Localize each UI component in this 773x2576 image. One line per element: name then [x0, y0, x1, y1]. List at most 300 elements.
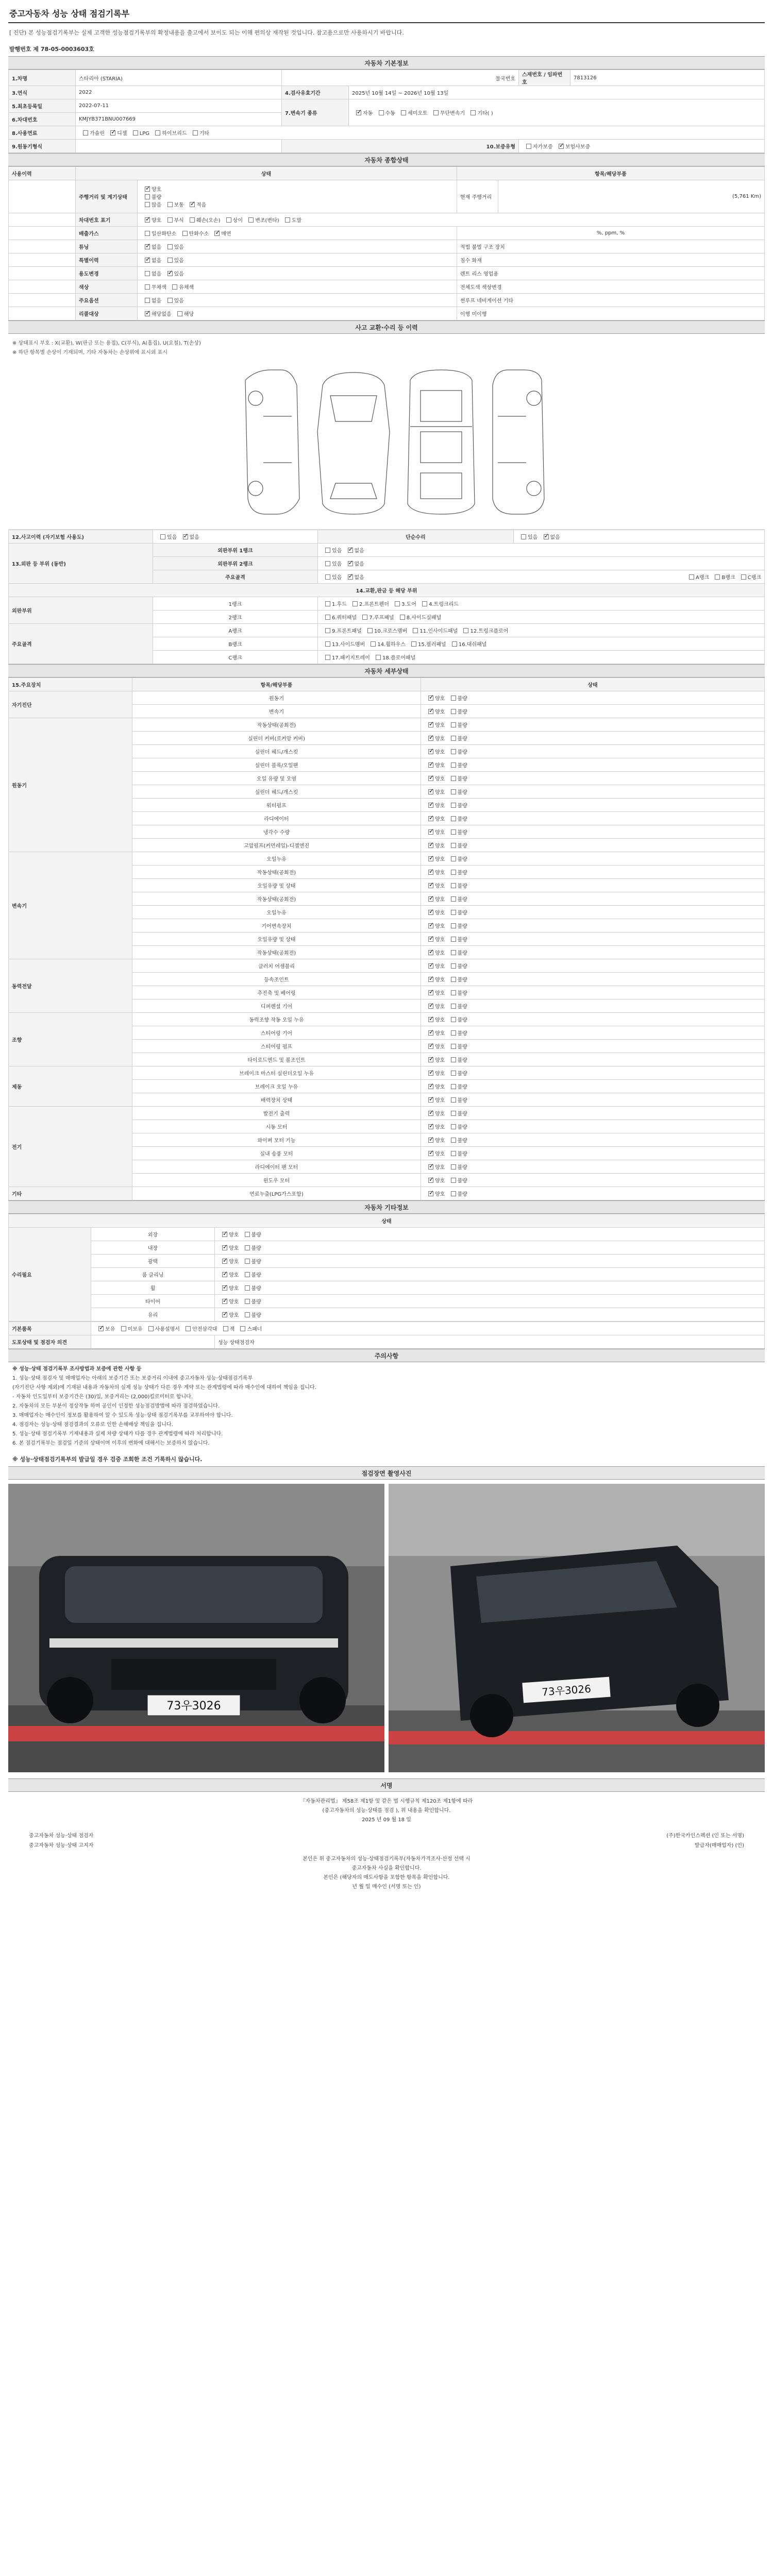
other-item-label: 타이어: [91, 1295, 215, 1308]
detail-item-label: 발전기 출력: [132, 1107, 421, 1120]
label-rank1: 외판부위 1랭크: [153, 544, 318, 557]
checkbox-bad[interactable]: [245, 1259, 250, 1264]
checkbox-good[interactable]: [428, 1057, 433, 1062]
checkbox-bad[interactable]: [451, 1044, 456, 1049]
basic-info-table: [8, 70, 765, 153]
other-item-state: ✓ 양호 불량: [215, 1308, 765, 1321]
detail-item-label: 실내 송풍 모터: [132, 1147, 421, 1160]
checkbox-lpg[interactable]: [133, 130, 138, 135]
checkbox-bad[interactable]: [451, 937, 456, 942]
detail-item-label: 작동상태(공회전): [132, 892, 421, 906]
checkbox-good[interactable]: [428, 1030, 433, 1036]
checkbox-good[interactable]: [222, 1245, 227, 1250]
checkbox-bad[interactable]: [451, 1151, 456, 1156]
rank1-options: 있음 ✓없음: [318, 544, 765, 557]
rank2-options: 있음 ✓없음: [318, 557, 765, 570]
checkbox-good[interactable]: [428, 870, 433, 875]
detail-item-state: ✓ 양호 불량: [421, 1013, 765, 1026]
checkbox-bad[interactable]: [451, 722, 456, 727]
detail-item-label: 스티어링 기어: [132, 1026, 421, 1040]
other-item-state: ✓ 양호 불량: [215, 1228, 765, 1241]
label-year: 3.연식: [9, 86, 76, 99]
checkbox-good[interactable]: [428, 829, 433, 835]
detail-item-state: ✓ 양호 불량: [421, 1147, 765, 1160]
detail-item-state: ✓ 양호 불량: [421, 1133, 765, 1147]
value-car-name: 스타리아 (STARIA): [76, 70, 282, 86]
checkbox-bad[interactable]: [451, 803, 456, 808]
detail-item-label: 배력장치 상태: [132, 1093, 421, 1107]
checkbox-good[interactable]: [222, 1285, 227, 1291]
checkbox-good[interactable]: [428, 696, 433, 701]
detail-group-label: 자기진단: [9, 691, 132, 718]
label-first-reg: 5.최초등록일: [9, 99, 76, 113]
cert-value: 78-05-0003603호: [40, 46, 94, 53]
detail-item-label: 동력조향 작동 오일 누유: [132, 1013, 421, 1026]
label-major-frame: 주요골격: [153, 570, 318, 584]
checkbox-good[interactable]: [428, 1004, 433, 1009]
checkbox-bad[interactable]: [451, 1030, 456, 1036]
checkbox-bad[interactable]: [451, 829, 456, 835]
detail-item-state: ✓ 양호 불량: [421, 933, 765, 946]
checkbox-bad[interactable]: [451, 923, 456, 928]
detail-item-state: ✓ 양호 불량: [421, 1066, 765, 1080]
checkbox-bad[interactable]: [245, 1232, 250, 1237]
detail-item-state: ✓ 양호 불량: [421, 745, 765, 758]
checkbox-bad[interactable]: [451, 843, 456, 848]
label-items-header: 항목/해당부품: [457, 167, 765, 180]
section-notes: 주의사항: [8, 1349, 765, 1362]
checkbox-mileage-many[interactable]: [145, 202, 150, 207]
section-other-info: 자동차 기타정보: [8, 1200, 765, 1214]
checkbox-fuel-other[interactable]: [193, 130, 198, 135]
cert-label: 발행번호 제: [9, 46, 39, 53]
detail-item-label: 고압펌프(커먼레일)-디젤엔진: [132, 839, 421, 852]
detail-item-label: 시동 모터: [132, 1120, 421, 1133]
detail-item-state: ✓ 양호 불량: [421, 1174, 765, 1187]
detail-item-state: ✓ 양호 불량: [421, 999, 765, 1013]
checkbox-good[interactable]: [428, 1097, 433, 1103]
tuning-sub: 적법 불법 구조 장치: [457, 240, 765, 253]
checkbox-bad[interactable]: [451, 910, 456, 915]
detail-item-state: ✓ 양호 불량: [421, 758, 765, 772]
checkbox-bad[interactable]: [451, 696, 456, 701]
detail-item-state: ✓ 양호 불량: [421, 1040, 765, 1053]
detail-item-label: 등속조인트: [132, 973, 421, 986]
label-color: 색상: [76, 280, 138, 294]
checkbox-good[interactable]: [428, 883, 433, 888]
checkbox-good[interactable]: [428, 789, 433, 794]
label-engine-type: 9.원동기형식: [9, 140, 76, 153]
checkbox-good[interactable]: [428, 1111, 433, 1116]
accident-table: 12.사고이력 (자기보험 사용도) 있음 ✓없음 단순수리 있음 ✓없음 13.외판 등 부위 (동반) 외판부위 1랭크 있음 ✓없음 외판부위 2랭크 있음 ✓없음 주요골격 있음 ✓없음 A랭크 B랭크 C랭크 14.교환,판금 등 해당 부위 외판부위 1랭크 1.후드 2.프론트펜더 3.도어 4.트렁크리드 2랭크 6.쿼터패널 7.루프패널 8.사이드실패널 주요골격 A랭크 9.프론트패널 10.크로스멤버 11.인사이드패널 12.트렁크플로어 B랭크 13.사이드멤버 14.휠하우스 15.필러패널 16.대쉬패널 C랭크 17.패키지트레이 18.플로어패널: [8, 530, 765, 664]
detail-item-label: 추진축 및 베어링: [132, 986, 421, 999]
detail-group-label: 변속기: [9, 852, 132, 959]
notice-text: [ 진단) 본 성능점검기록부는 실제 고객한 성능점검기록부의 확정내용을 출고에서 보이도 되는 이해 편의상 재작된 것입니다. 참고용으로만 사용하시기 바랍니다.: [9, 29, 404, 36]
label-state-header: 상태: [76, 167, 457, 180]
detail-item-label: 실린더 헤드/개스킷: [132, 745, 421, 758]
label-vin-mark: 차대번호 표기: [76, 213, 138, 227]
detail-item-label: 스티어링 펌프: [132, 1040, 421, 1053]
checkbox-good[interactable]: [428, 736, 433, 741]
checkbox-good[interactable]: [222, 1259, 227, 1264]
other-item-state: ✓ 양호 불량: [215, 1281, 765, 1295]
checkbox-good[interactable]: [428, 977, 433, 982]
checkbox-good[interactable]: [428, 990, 433, 995]
warranty-options: 자가보증 ✓ 보험사보증: [519, 140, 765, 153]
other-item-state: ✓ 양호 불량: [215, 1295, 765, 1308]
buyer-sign-line: 년 월 일 매수인 (서명 또는 인): [352, 1884, 421, 1890]
other-item-label: 내장: [91, 1241, 215, 1255]
checkbox-bad[interactable]: [245, 1312, 250, 1317]
sign-date: 2025 년 09 월 18 일: [362, 1817, 411, 1823]
mileage-value: (5,761 Km): [498, 180, 765, 213]
document-page: 중고자동차 성능 상태 점검기록부 [ 진단) 본 성능점검기록부는 실제 고객한 성능점검기록부의 확정내용을 출고에서 보이도 되는 이해 편의상 재작된 것입니다. 참고용으로만 사용하시기 바랍니다. 발행번호 제 78-05-0003603호 자동차 기본정보 1.차명 스타리아 (STARIA) 물국번호 스재번호 / 임파번호 7813126 3.연식 2022 4.검사유효기간 2025년 10월 14일 ~ 2026년 10월 13일 5.최초등록일 2022-07-11 7.변속기 종류 ✓ 자동 수동 세미오토 무단변속기 기타( ) 6.차대번호 KMJYB371BNU007669 8.사용연료 가솔린 ✓ 디젤 LPG 하이브리드 기타 9.원동기형식 10.보증유형 자가보증 ✓ 보험사보증 자동차 종합상태 사용이력 상태 항목/해당부품 주행거리 및 계기상태 ✓양호 불량 많음 보통 ✓적음 현재 주행거리 (5,761 Km) 차대번호 표기 ✓ 양호 부식 훼손(오손) 상이 변조(변타) 도말 배출가스 일산화탄소 탄화수소 ✓ 매연 %, ppm, % 튜닝 ✓ 없음 있음 적법 불법 구조 장치 특별이력 ✓ 없음 있음 침수 화재 용도변경 없음 ✓ 있음 렌트 리스 영업용 색상 무채색 유채색 전체도색 색상변경 주요옵션 없음 있음 썬루프 네비게이션 기타 리콜대상 ✓ 해당없음 해당 이행 미이행 사고 교환·수리 등 이력 ※ 상태표시 부호 : X(교환), W(판금 또는 용접), C(부식), A(흠집), U(요철), T(손상) ※ 하단 항목별 손상이 기재되며, 기타 자동차는 손상위에 표시외 표시 12.사고이력 (자기보험 사용도) 있음 ✓없음 단순수리 있음 ✓없음 13.외판 등 부위 (동반) 외판부위 1랭크 있음 ✓없음 외판부위 2랭크 있음 ✓없음 주요골격 있음 ✓없음 A랭크 B랭크 C랭크 14.교환,판금 등 해당 부위 외판부위 1랭크 1.후드 2.프론트펜더 3.도어 4.트렁크리드 2랭크 6.쿼터패널 7.루프패널 8.사이드실패널 주요골격 A랭크 9.프론트패널 10.크로스멤버 11.인사이드패널 12.트렁크플로어 B랭크 13.사이드멤버 14.휠하우스 15.필러패널 16.대쉬패널 C랭크 17.패키지트레이 18.플로어패널 자동차 세부상태 15.주요장치 항목/해당부품 상태 자기진단 원동기 ✓ 양호 불량 변속기 ✓ 양호 불량 원동기 작동상태(공회전) ✓ 양호 불량 실린더 커버(로커암 커버) ✓ 양호 불량 실린더 헤드/개스킷 ✓ 양호 불량 실린더 블록/오일팬 ✓ 양호 불량 오일 유량 및 오염 ✓ 양호 불량 실린더 헤드/개스킷 ✓ 양호 불량 워터펌프 ✓ 양호 불량 라디에이터 ✓ 양호 불량 냉각수 수량 ✓ 양호 불량 고압펌프(커먼레일)-디젤엔진 ✓ 양호 불량 변속기 오일누유 ✓ 양호 불량 작동상태(공회전) ✓ 양호 불량 오일유량 및 상태 ✓ 양호 불량 작동상태(공회전) ✓ 양호 불량 오일누유 ✓ 양호 불량 기어변속장치 ✓ 양호 불량 오일유량 및 상태 ✓ 양호 불량 작동상태(공회전) ✓ 양호 불량 동력전달 클러치 어셈블리 ✓ 양호 불량 등속조인트 ✓ 양호 불량 추진축 및 베어링 ✓ 양호 불량 디퍼렌셜 기어 ✓ 양호 불량 조향 동력조향 작동 오일 누유 ✓ 양호 불량 스티어링 기어 ✓ 양호 불량 스티어링 펌프 ✓ 양호 불량 타이로드엔드 및 볼조인트 ✓ 양호 불량 제동 브레이크 마스터 실린더오일 누유 ✓ 양호 불량 브레이크 오일 누유 ✓ 양호 불량 배력장치 상태 ✓ 양호 불량 전기 발전기 출력 ✓ 양호 불량 시동 모터 ✓ 양호 불량 와이퍼 모터 기능 ✓ 양호 불량 실내 송풍 모터 ✓ 양호 불량 라디에이터 팬 모터 ✓ 양호 불량 윈도우 모터 ✓ 양호 불량 기타 연료누출(LPG가스포함) ✓ 양호 불량 자동차 기타정보 상태 수리필요 외장 ✓ 양호 불량 내장 ✓ 양호 불량 광택 ✓ 양호 불량 룸 클리닝 ✓ 양호 불량 휠 ✓ 양호 불량 타이어 ✓ 양호 불량 유리 ✓ 양호 불량 기본품목 ✓ 보유 미보유 사용설명서 안전삼각대 잭 스패너 도포상태 및 점검자 의견 성능 상태점검자 주의사항 ※ 성능·상태 점검기록부 조사방법과 보증에 관한 사항 등 1. 성능·상태 점검자 및 매매업자는 아래의 보증기간 또는 보증거리 이내에 중고자동차 성능·상태점검기록부 (자기진단 사항 제외)에 기재된 내용과 자동차의 실제 성능 상태가 다른 경우 계약 또는 관계법령에 따라 매수인에 대하여 책임을 집니다. - 자동차 인도일부터 보증기간은 (30)일, 보증거리는 (2,000)킬로미터로 합니다. 2. 자동차의 모든 부분이 정상작동 하며 공인이 인정한 성능점검방법에 따라 점검하였습니다. 3. 매매업자는 매수인이 정보를 활용하여 알 수 있도록 성능·상태 점검기록부를 교부하여야 합니다. 4. 점검자는 성능·상태 점검결과의 오류로 인한 손해배상 책임을 집니다. 5. 성능·상태 점검기록부 기재내용과 실제 차량 상태가 다를 경우 관계법령에 따라 처리합니다. 6. 본 점검기록부는 점검일 기준의 상태이며 이후의 변화에 대해서는 보증하지 않습니다. ※ 성능·상태점검기록부의 발급일 경우 검증 조회한 조건 기록하시 않습니다. 점검장면 촬영사진 73우3026 73우3026 서명 『자동차관리법』 제58조 제1항 및 같은 법 시행규칙 제120조 제1항에 따라 (중고자동차의 성능·상태를 점검 ), 위 내용을 확인합니다. 2025 년 09 월 18 일 중고자동차 성능·상태 점검자 (주)한국카인스펙션 (인 또는 서명) 중고자동차 성능·상태 고지자 발급자(매매업자) (인) 본인은 위 중고자동차의 성능·상태점검기록부(자동차가격조사·산정 선택 시 중고자동차 사실을 확인합니다. 본인은 (해당자의 매도사항을 포함한 항목을 확인합니다. 년 월 일 매수인 (서명 또는 인): [0, 0, 773, 2576]
checkbox-bad[interactable]: [451, 1071, 456, 1076]
checkbox-good[interactable]: [428, 963, 433, 969]
checkbox-semi-auto[interactable]: [401, 110, 406, 115]
checkbox-good[interactable]: [428, 1138, 433, 1143]
detail-item-label: 디퍼렌셜 기어: [132, 999, 421, 1013]
detail-item-label: 라디에이터 팬 모터: [132, 1160, 421, 1174]
checkbox-good[interactable]: [428, 749, 433, 754]
detail-item-label: 와이퍼 모터 기능: [132, 1133, 421, 1147]
detail-item-state: ✓ 양호 불량: [421, 919, 765, 933]
checkbox-self-warranty[interactable]: [526, 144, 531, 149]
label-transmission: 7.변속기 종류: [282, 99, 349, 126]
checkbox-bad[interactable]: [451, 1164, 456, 1170]
other-item-label: 광택: [91, 1255, 215, 1268]
detail-item-label: 연료누출(LPG가스포함): [132, 1187, 421, 1200]
checkbox-bad[interactable]: [451, 950, 456, 955]
cert-number: [8, 41, 765, 56]
checkbox-bad[interactable]: [451, 1084, 456, 1089]
main-options-options: 없음 있음: [138, 294, 457, 307]
detail-item-label: 라디에이터: [132, 812, 421, 825]
plate-text-angle: 73우3026: [541, 1682, 592, 1699]
value-reg-no: 7813126: [570, 70, 765, 86]
checkbox-cvt[interactable]: [433, 110, 439, 115]
checkbox-bad[interactable]: [451, 977, 456, 982]
checkbox-bad[interactable]: [451, 1111, 456, 1116]
detail-item-state: ✓ 양호 불량: [421, 799, 765, 812]
checkbox-bad[interactable]: [451, 749, 456, 754]
checkbox-good[interactable]: [428, 1151, 433, 1156]
label-frame-area: 13.외판 등 부위 (동반): [9, 544, 153, 584]
checkbox-good[interactable]: [428, 896, 433, 902]
detail-group-label: 제동: [9, 1066, 132, 1107]
mileage-state: ✓양호 불량 많음 보통 ✓적음: [138, 180, 457, 213]
checkbox-bad[interactable]: [451, 1191, 456, 1196]
value-inspection-period: 2025년 10월 14일 ~ 2026년 10월 13일: [349, 86, 765, 99]
section-overall-status: 자동차 종합상태: [8, 153, 765, 166]
fuel-options: 가솔린 ✓ 디젤 LPG 하이브리드 기타: [76, 126, 765, 140]
detail-group-label: 전기: [9, 1107, 132, 1187]
detail-group-label: 원동기: [9, 718, 132, 852]
checkbox-gasoline[interactable]: [83, 130, 88, 135]
label-accident-history: 12.사고이력 (자기보험 사용도): [9, 530, 153, 544]
checkbox-bad[interactable]: [451, 883, 456, 888]
detail-item-state: ✓ 양호 불량: [421, 879, 765, 892]
detail-item-state: ✓ 양호 불량: [421, 906, 765, 919]
detail-item-label: 브레이크 마스터 실린더오일 누유: [132, 1066, 421, 1080]
detail-item-label: 변속기: [132, 705, 421, 718]
detail-item-label: 윈도우 모터: [132, 1174, 421, 1187]
checkbox-bad[interactable]: [245, 1245, 250, 1250]
emission-options: 일산화탄소 탄화수소 ✓ 매연: [138, 227, 457, 240]
checkbox-mileage-good[interactable]: [145, 187, 150, 192]
usage-change-options: 없음 ✓ 있음: [138, 267, 457, 280]
other-group-label: 수리필요: [9, 1228, 91, 1321]
checkbox-bad[interactable]: [451, 990, 456, 995]
tuning-options: ✓ 없음 있음: [138, 240, 457, 253]
detail-item-label: 오일유량 및 상태: [132, 879, 421, 892]
detail-item-state: ✓ 양호 불량: [421, 825, 765, 839]
checkbox-good[interactable]: [428, 843, 433, 848]
checkbox-good[interactable]: [428, 950, 433, 955]
label-main-frame: 주요골격: [9, 624, 153, 664]
detail-item-label: 클러치 어셈블리: [132, 959, 421, 973]
checkbox-good[interactable]: [428, 1178, 433, 1183]
other-item-label: 룸 클리닝: [91, 1268, 215, 1281]
inspection-photo-angle: [389, 1484, 765, 1772]
detail-item-state: ✓ 양호 불량: [421, 732, 765, 745]
checkbox-good[interactable]: [428, 1017, 433, 1022]
detail-group-label: 동력전달: [9, 959, 132, 1013]
detail-item-label: 실린더 블록/오일팬: [132, 758, 421, 772]
label-outer-panel: 외판부위: [9, 597, 153, 624]
label-state: 상태: [421, 678, 765, 691]
main-options-sub: 썬루프 네비게이션 기타: [457, 294, 765, 307]
checkbox-bad[interactable]: [451, 1004, 456, 1009]
detail-item-state: ✓ 양호 불량: [421, 946, 765, 959]
diagram-legend: ※ 상태표시 부호 : X(교환), W(판금 또는 용접), C(부식), A(흠집), U(요철), T(손상) ※ 하단 항목별 손상이 기재되며, 기타 자동차는 손상위에 표시외 표시: [12, 341, 201, 355]
checkbox-good[interactable]: [428, 776, 433, 781]
checkbox-bad[interactable]: [451, 1138, 456, 1143]
recall-sub: 이행 미이행: [457, 307, 765, 320]
label-reg-no: 물국번호: [282, 70, 519, 86]
value-year: 2022: [76, 86, 282, 99]
label-inspection-period: 4.검사유효기간: [282, 86, 349, 99]
checkbox-good[interactable]: [428, 910, 433, 915]
checkbox-hybrid[interactable]: [155, 130, 160, 135]
transmission-options: ✓ 자동 수동 세미오토 무단변속기 기타( ): [349, 99, 765, 126]
other-item-state: ✓ 양호 불량: [215, 1268, 765, 1281]
label-items: 항목/해당부품: [132, 678, 421, 691]
label-tuning: 튜닝: [76, 240, 138, 253]
checkbox-bad[interactable]: [451, 1178, 456, 1183]
special-history-sub: 침수 화재: [457, 253, 765, 267]
section-detail: 자동차 세부상태: [8, 664, 765, 677]
value-vin: KMJYB371BNU007669: [76, 113, 282, 126]
checkbox-bad[interactable]: [451, 856, 456, 861]
detail-item-label: 오일유량 및 상태: [132, 933, 421, 946]
label-recall: 리콜대상: [76, 307, 138, 320]
detail-item-state: ✓ 양호 불량: [421, 691, 765, 705]
checkbox-bad[interactable]: [451, 1017, 456, 1022]
detail-item-label: 오일 유량 및 오염: [132, 772, 421, 785]
simple-repair-options: 있음 ✓없음: [514, 530, 765, 544]
major-frame-options: 있음 ✓없음 A랭크 B랭크 C랭크: [318, 570, 765, 584]
checkbox-good[interactable]: [428, 709, 433, 714]
label-car-name: 1.차명: [9, 70, 76, 86]
other-item-state: ✓ 양호 불량: [215, 1255, 765, 1268]
detail-item-state: ✓ 양호 불량: [421, 986, 765, 999]
color-options: 무채색 유채색: [138, 280, 457, 294]
checkbox-good[interactable]: [428, 1191, 433, 1196]
signature-area: 『자동차관리법』 제58조 제1항 및 같은 법 시행규칙 제120조 제1항에 따라 (중고자동차의 성능·상태를 점검 ), 위 내용을 확인합니다. 2025 년 09 월 18 일: [8, 1792, 765, 1830]
detail-item-state: ✓ 양호 불량: [421, 1053, 765, 1066]
label-simple-repair: 단순수리: [318, 530, 514, 544]
checkbox-good[interactable]: [428, 722, 433, 727]
value-engine-type: [76, 140, 282, 153]
checkbox-good[interactable]: [428, 1071, 433, 1076]
label-usage-history: 사용이력: [9, 167, 76, 180]
checkbox-good[interactable]: [428, 762, 433, 768]
checkbox-good[interactable]: [222, 1272, 227, 1277]
other-extra-table: 기본품목 ✓ 보유 미보유 사용설명서 안전삼각대 잭 스패너 도포상태 및 점검자 의견 성능 상태점검자: [8, 1321, 765, 1349]
detail-group-label: 기타: [9, 1187, 132, 1200]
detail-item-state: ✓ 양호 불량: [421, 1160, 765, 1174]
label-vin: 6.차대번호: [9, 113, 76, 126]
checkbox-insurance-warranty[interactable]: [559, 144, 564, 149]
detail-item-label: 실린더 헤드/개스킷: [132, 785, 421, 799]
detail-group-label: 조향: [9, 1013, 132, 1066]
checkbox-bad[interactable]: [451, 736, 456, 741]
detail-item-label: 실린더 커버(로커암 커버): [132, 732, 421, 745]
detail-item-label: 오일누유: [132, 852, 421, 866]
photos-row: [8, 1480, 765, 1772]
label-main-options: 주요옵션: [76, 294, 138, 307]
checkbox-good[interactable]: [428, 937, 433, 942]
checkbox-bad[interactable]: [245, 1299, 250, 1304]
notes-warning: ※ 성능·상태점검기록부의 발급일 경우 검증 조회한 조건 기록하시 않습니다.: [12, 1456, 203, 1463]
overall-status-table: [8, 166, 765, 320]
detail-item-label: 브레이크 오일 누유: [132, 1080, 421, 1093]
checkbox-good[interactable]: [428, 1164, 433, 1170]
usage-change-sub: 렌트 리스 영업용: [457, 267, 765, 280]
other-item-state: ✓ 양호 불량: [215, 1241, 765, 1255]
checkbox-bad[interactable]: [451, 789, 456, 794]
other-item-label: 휠: [91, 1281, 215, 1295]
notes-title: ※ 성능·상태 점검기록부 조사방법과 보증에 관한 사항 등: [12, 1366, 142, 1372]
checkbox-diesel[interactable]: [110, 130, 115, 135]
detail-item-state: ✓ 양호 불량: [421, 839, 765, 852]
detail-item-label: 원동기: [132, 691, 421, 705]
detail-item-label: 타이로드엔드 및 볼조인트: [132, 1053, 421, 1066]
checkbox-good[interactable]: [428, 816, 433, 821]
detail-item-state: ✓ 양호 불량: [421, 785, 765, 799]
label-other-state: 상태: [9, 1214, 765, 1228]
checkbox-good[interactable]: [428, 1124, 433, 1129]
checkbox-bad[interactable]: [451, 816, 456, 821]
checkbox-bad[interactable]: [451, 1124, 456, 1129]
section-accident: 사고 교환·수리 등 이력: [8, 320, 765, 334]
detail-item-state: ✓ 양호 불량: [421, 812, 765, 825]
checkbox-bad[interactable]: [451, 896, 456, 902]
emission-units: %, ppm, %: [457, 227, 765, 240]
label-usage-change: 용도변경: [76, 267, 138, 280]
detail-item-state: ✓ 양호 불량: [421, 892, 765, 906]
checkbox-good[interactable]: [222, 1312, 227, 1317]
checkbox-bad[interactable]: [451, 963, 456, 969]
other-info-table: [8, 1214, 765, 1321]
other-item-label: 외장: [91, 1228, 215, 1241]
checkbox-other[interactable]: [470, 110, 476, 115]
label-main-device: 15.주요장치: [9, 678, 132, 691]
checkbox-bad[interactable]: [451, 1097, 456, 1103]
checkbox-good[interactable]: [428, 856, 433, 861]
checkbox-good[interactable]: [428, 1084, 433, 1089]
checkbox-bad[interactable]: [451, 762, 456, 768]
label-sub-no: 스재번호 / 임파번호: [519, 70, 570, 86]
checkbox-good[interactable]: [222, 1232, 227, 1237]
detail-item-state: ✓ 양호 불량: [421, 705, 765, 718]
detail-table: [8, 677, 765, 1200]
detail-item-label: 냉각수 수량: [132, 825, 421, 839]
inspection-photo-front: [8, 1484, 384, 1772]
checkbox-bad[interactable]: [451, 709, 456, 714]
detail-item-state: ✓ 양호 불량: [421, 1080, 765, 1093]
detail-item-label: 작동상태(공회전): [132, 718, 421, 732]
label-fuel: 8.사용연료: [9, 126, 76, 140]
detail-item-label: 오일누유: [132, 906, 421, 919]
detail-item-state: ✓ 양호 불량: [421, 772, 765, 785]
notes-block: ※ 성능·상태 점검기록부 조사방법과 보증에 관한 사항 등 1. 성능·상태 점검자 및 매매업자는 아래의 보증기간 또는 보증거리 이내에 중고자동차 성능·상태점검기록부 (자기진단 사항 제외)에 기재된 내용과 자동차의 실제 성능 상태가 다른 경우 계약 또는 관계법령에 따라 매수인에 대하여 책임을 집니다. - 자동차 인도일부터 보증기간은 (30)일, 보증거리는 (2,000)킬로미터로 합니다. 2. 자동차의 모든 부분이 정상작동 하며 공인이 인정한 성능점검방법에 따라 점검하였습니다. 3. 매매업자는 매수인이 정보를 활용하여 알 수 있도록 성능·상태 점검기록부를 교부하여야 합니다. 4. 점검자는 성능·상태 점검결과의 오류로 인한 손해배상 책임을 집니다. 5. 성능·상태 점검기록부 기재내용과 실제 차량 상태가 다를 경우 관계법령에 따라 처리합니다. 6. 본 점검기록부는 점검일 기준의 상태이며 이후의 변화에 대해서는 보증하지 않습니다.: [8, 1362, 765, 1452]
checkbox-auto[interactable]: [356, 110, 361, 115]
checkbox-good[interactable]: [222, 1299, 227, 1304]
detail-item-state: ✓ 양호 불량: [421, 1187, 765, 1200]
label-mileage-spacer: [9, 180, 76, 213]
section-sign: 서명: [8, 1778, 765, 1792]
label-warranty: 10.보증유형: [282, 140, 519, 153]
checkbox-manual[interactable]: [379, 110, 384, 115]
detail-item-label: 워터펌프: [132, 799, 421, 812]
checkbox-bad[interactable]: [245, 1272, 250, 1277]
vehicle-diagram: [235, 365, 554, 519]
label-mileage: 주행거리 및 계기상태: [76, 180, 138, 213]
checkbox-good[interactable]: [428, 923, 433, 928]
detail-item-state: ✓ 양호 불량: [421, 1093, 765, 1107]
checkbox-bad[interactable]: [451, 776, 456, 781]
checkbox-good[interactable]: [428, 1044, 433, 1049]
label-special-history: 특별이력: [76, 253, 138, 267]
detail-item-state: ✓ 양호 불량: [421, 1107, 765, 1120]
detail-item-label: 작동상태(공회전): [132, 866, 421, 879]
checkbox-bad[interactable]: [451, 870, 456, 875]
checkbox-mileage-bad[interactable]: [145, 194, 150, 199]
detail-item-state: ✓ 양호 불량: [421, 959, 765, 973]
mileage-current-label: 현재 주행거리: [457, 180, 498, 213]
vehicle-diagram-area: [8, 334, 765, 530]
accident-options: 있음 ✓없음: [153, 530, 318, 544]
checkbox-bad[interactable]: [451, 1057, 456, 1062]
checkbox-good[interactable]: [428, 803, 433, 808]
detail-item-state: ✓ 양호 불량: [421, 718, 765, 732]
checkbox-bad[interactable]: [245, 1285, 250, 1291]
other-item-label: 유리: [91, 1308, 215, 1321]
plate-text-front: 73우3026: [166, 1700, 221, 1713]
detail-item-state: ✓ 양호 불량: [421, 852, 765, 866]
recall-options: ✓ 해당없음 해당: [138, 307, 457, 320]
section-photos: 점검장면 촬영사진: [8, 1466, 765, 1480]
special-history-options: ✓ 없음 있음: [138, 253, 457, 267]
vin-mark-options: ✓ 양호 부식 훼손(오손) 상이 변조(변타) 도말: [138, 213, 765, 227]
detail-item-state: ✓ 양호 불량: [421, 973, 765, 986]
detail-item-label: 작동상태(공회전): [132, 946, 421, 959]
detail-item-state: ✓ 양호 불량: [421, 866, 765, 879]
detail-item-state: ✓ 양호 불량: [421, 1026, 765, 1040]
detail-item-label: 기어변속장치: [132, 919, 421, 933]
